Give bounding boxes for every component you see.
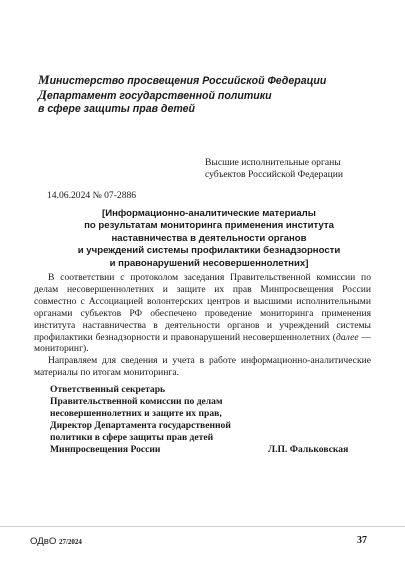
signatory-line: Минпросвещения России: [50, 444, 161, 455]
title-line: и правонарушений несовершеннолетних]: [109, 257, 309, 269]
journal-name: ОДвО 27/2024: [30, 536, 82, 547]
signatory-line: Правительственной комиссии по делам: [50, 396, 223, 407]
title-line: [Информационно-аналитические материалы: [102, 208, 316, 219]
body-paragraph-2: Направляем для сведения и учета в работе информационно-аналитические материалы по итогам мониторинга.: [34, 355, 371, 379]
issuer-block: [38, 73, 378, 116]
document-date-number: 14.06.2024 № 07-2886: [47, 190, 137, 201]
signatory-line: Ответственный секретарь: [50, 384, 166, 395]
signatory-line: Директор Департамента государственной: [50, 420, 231, 431]
page-number: 37: [357, 535, 367, 546]
title-line: и учреждений системы профилактики безнадзорности: [77, 245, 341, 257]
footer-divider: [0, 526, 405, 527]
title-line: наставничества в деятельности органов: [111, 232, 307, 244]
signatory-name: Л.П. Фальковская: [268, 444, 349, 455]
title-line: по результатам мониторинга применения института: [84, 220, 334, 232]
signatory-line: политики в сфере защиты прав детей: [50, 432, 214, 443]
issuer-department-scope: в сфере защиты прав детей: [38, 103, 196, 115]
journal-issue: 27/2024: [58, 538, 82, 546]
signatory-line: несовершеннолетних и защите их прав,: [50, 408, 222, 419]
signatory-position: [50, 384, 282, 456]
issuer-department: Департамент государственной политики: [38, 87, 272, 102]
document-title: [70, 208, 348, 270]
addressee-block: [205, 157, 385, 181]
body-paragraph-1: В соответствии с протоколом заседания Правительственной комиссии по делам несовершеннолетних и защите их прав Минпросвещения России совместно с Ассоциацией волонтерских центров и высшими исполнительными органами субъектов РФ обеспечено проведение мониторинга применения института наставничества в деятельности органов и учреждений системы профилактики безнадзорности и правонарушений несовершеннолетних (далее — мониторинг).: [34, 272, 371, 355]
addressee-line-2: субъектов Российской Федерации: [205, 169, 343, 180]
document-body: [34, 272, 371, 379]
addressee-line-1: Высшие исполнительные органы: [205, 157, 341, 168]
issuer-ministry: Министерство просвещения Российской Федерации: [38, 72, 327, 87]
